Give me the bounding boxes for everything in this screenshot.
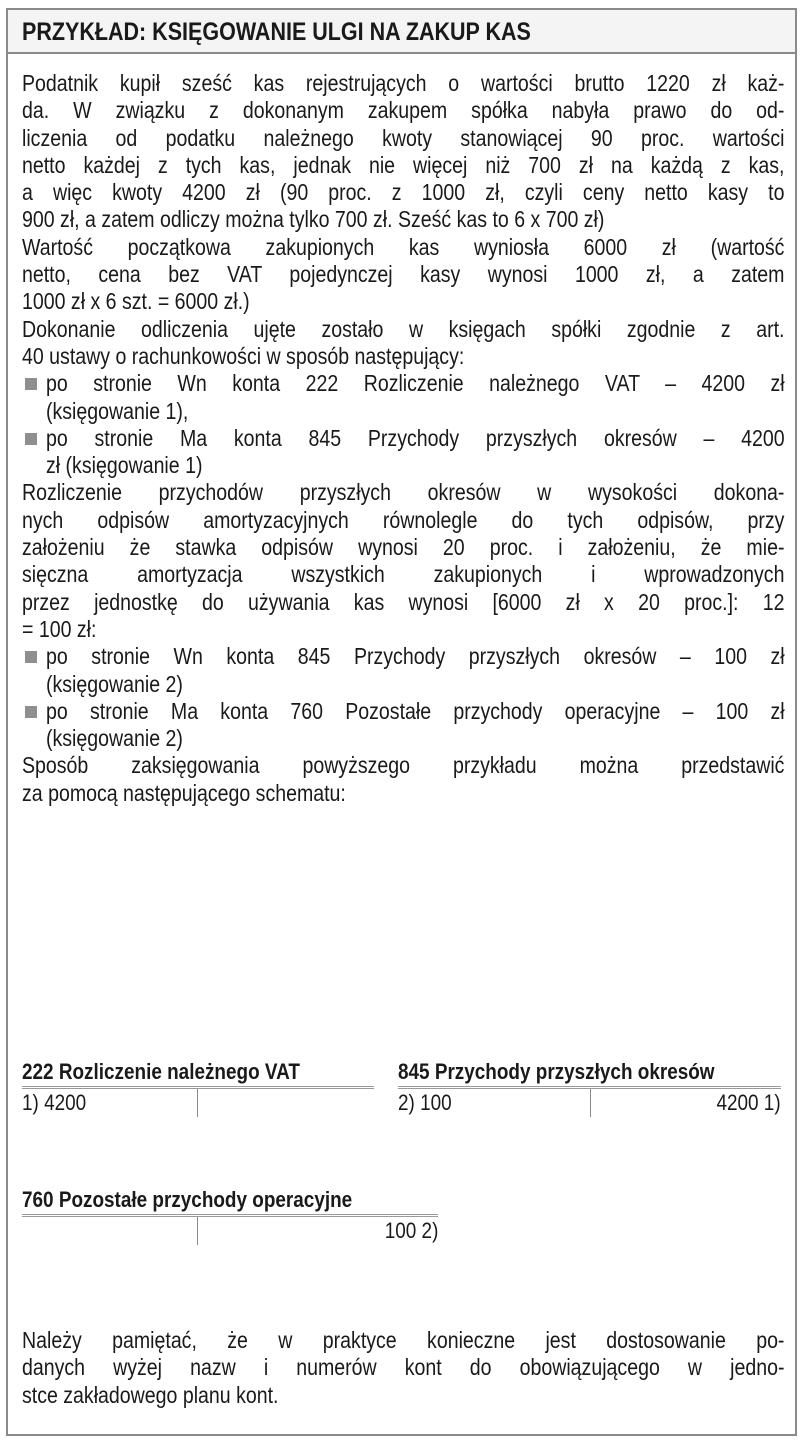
paragraph (22, 479, 785, 643)
line-text: Dokonanie odliczenia ujęte zostało w księgach spółki zgodnie z art. (22, 315, 785, 342)
text-line (22, 589, 785, 616)
line-text: (księgowanie 2) (46, 725, 183, 752)
text-line (22, 561, 785, 588)
text-line (22, 1382, 785, 1409)
t-account-222 (22, 1058, 374, 1117)
credit-entry: 4200 1) (716, 1090, 781, 1115)
text-line (22, 725, 785, 752)
line-text: po stronie Ma konta 760 Pozostałe przychody operacyjne – 100 zł (46, 697, 785, 724)
account-title: 760 Pozostałe przychody operacyjne (22, 1187, 353, 1212)
bullet-square-icon (25, 378, 37, 390)
line-text: po stronie Wn konta 845 Przychody przyszłych okresów – 100 zł (46, 643, 785, 670)
text-line (22, 179, 785, 206)
text-line (22, 70, 785, 97)
line-text: netto każdej z tych kas, jednak nie więcej niż 700 zł na każdą z kas, (22, 151, 785, 178)
text-line (22, 671, 785, 698)
debit-entry: 1) 4200 (22, 1090, 87, 1115)
line-text: Sposób zaksięgowania powyższego przykładu można przedstawić (22, 752, 785, 779)
line-text: 40 ustawy o rachunkowości w sposób następujący: (22, 342, 465, 369)
paragraph (22, 752, 785, 807)
text-line (22, 97, 785, 124)
t-account-845 (398, 1058, 781, 1117)
box-header (8, 10, 795, 54)
paragraph (22, 316, 785, 371)
credit-entry: 100 2) (384, 1218, 438, 1243)
text-line (22, 752, 785, 779)
text-line (22, 152, 785, 179)
bullet-item (22, 370, 785, 425)
text-line (22, 398, 785, 425)
text-line (22, 370, 785, 397)
line-text: 1000 zł x 6 szt. = 6000 zł.) (22, 288, 250, 315)
text-line (22, 534, 785, 561)
bullet-item (22, 698, 785, 753)
debit-entry: 2) 100 (398, 1090, 452, 1115)
line-text: = 100 zł: (22, 615, 97, 642)
closing-note (22, 1327, 785, 1409)
text-line (22, 1327, 785, 1354)
line-text: (księgowanie 2) (46, 670, 183, 697)
line-text: danych wyżej nazw i numerów kont do obowiązującego w jedno- (22, 1354, 785, 1381)
bullet-square-icon (25, 433, 37, 445)
text-line (22, 780, 785, 807)
text-line (22, 125, 785, 152)
line-text: 900 zł, a zatem odliczy można tylko 700 zł. Sześć kas to 6 x 700 zł) (22, 206, 605, 233)
bullet-item (22, 425, 785, 480)
text-line (22, 698, 785, 725)
line-text: netto, cena bez VAT pojedynczej kasy wynosi 1000 zł, a zatem (22, 261, 785, 288)
line-text: za pomocą następującego schematu: (22, 779, 346, 806)
line-text: przez jednostkę do używania kas wynosi [6000 zł x 20 proc.]: 12 (22, 588, 785, 615)
line-text: nych odpisów amortyzacyjnych równolegle do tych odpisów, przy (22, 506, 785, 533)
line-text: liczenia od podatku należnego kwoty stanowiącej 90 proc. wartości (22, 124, 785, 151)
account-divider (590, 1089, 591, 1117)
line-text: (księgowanie 1), (46, 397, 189, 424)
account-divider (197, 1217, 198, 1245)
text-line (22, 643, 785, 670)
line-text: Podatnik kupił sześć kas rejestrujących o wartości brutto 1220 zł każ- (22, 70, 785, 96)
box-title: PRZYKŁAD: KSIĘGOWANIE ULGI NA ZAKUP KAS (22, 18, 531, 46)
t-account-760 (22, 1186, 438, 1245)
line-text: da. W związku z dokonanym zakupem spółka nabyła prawo do od- (22, 97, 785, 124)
line-text: a więc kwoty 4200 zł (90 proc. z 1000 zł, czyli ceny netto kasy to (22, 179, 785, 206)
account-divider (197, 1089, 198, 1117)
text-line (22, 425, 785, 452)
bullet-item (22, 643, 785, 698)
text-line (22, 616, 785, 643)
example-box (6, 8, 797, 1436)
line-text: Wartość początkowa zakupionych kas wyniosła 6000 zł (wartość (22, 233, 785, 260)
text-line (22, 507, 785, 534)
line-text: Rozliczenie przychodów przyszłych okresów w wysokości dokona- (22, 479, 785, 506)
account-title: 222 Rozliczenie należnego VAT (22, 1059, 300, 1084)
bullet-square-icon (25, 706, 37, 718)
line-text: po stronie Wn konta 222 Rozliczenie należnego VAT – 4200 zł (46, 370, 785, 397)
line-text: po stronie Ma konta 845 Przychody przyszłych okresów – 4200 (46, 424, 785, 451)
text-line (22, 261, 785, 288)
text-line (22, 452, 785, 479)
text-line (22, 343, 785, 370)
line-text: sięczna amortyzacja wszystkich zakupionych i wprowadzonych (22, 561, 785, 588)
bullet-square-icon (25, 651, 37, 663)
line-text: stce zakładowego planu kont. (22, 1381, 279, 1408)
line-text: Należy pamiętać, że w praktyce konieczne jest dostosowanie po- (22, 1327, 785, 1353)
text-line (22, 234, 785, 261)
text-line (22, 316, 785, 343)
text-line (22, 288, 785, 315)
text-line (22, 479, 785, 506)
box-content (22, 70, 785, 807)
line-text: założeniu że stawka odpisów wynosi 20 proc. i założeniu, że mie- (22, 534, 785, 561)
paragraph (22, 234, 785, 316)
paragraph (22, 70, 785, 234)
text-line (22, 206, 785, 233)
account-title: 845 Przychody przyszłych okresów (398, 1059, 715, 1084)
line-text: zł (księgowanie 1) (46, 452, 203, 479)
text-line (22, 1354, 785, 1381)
